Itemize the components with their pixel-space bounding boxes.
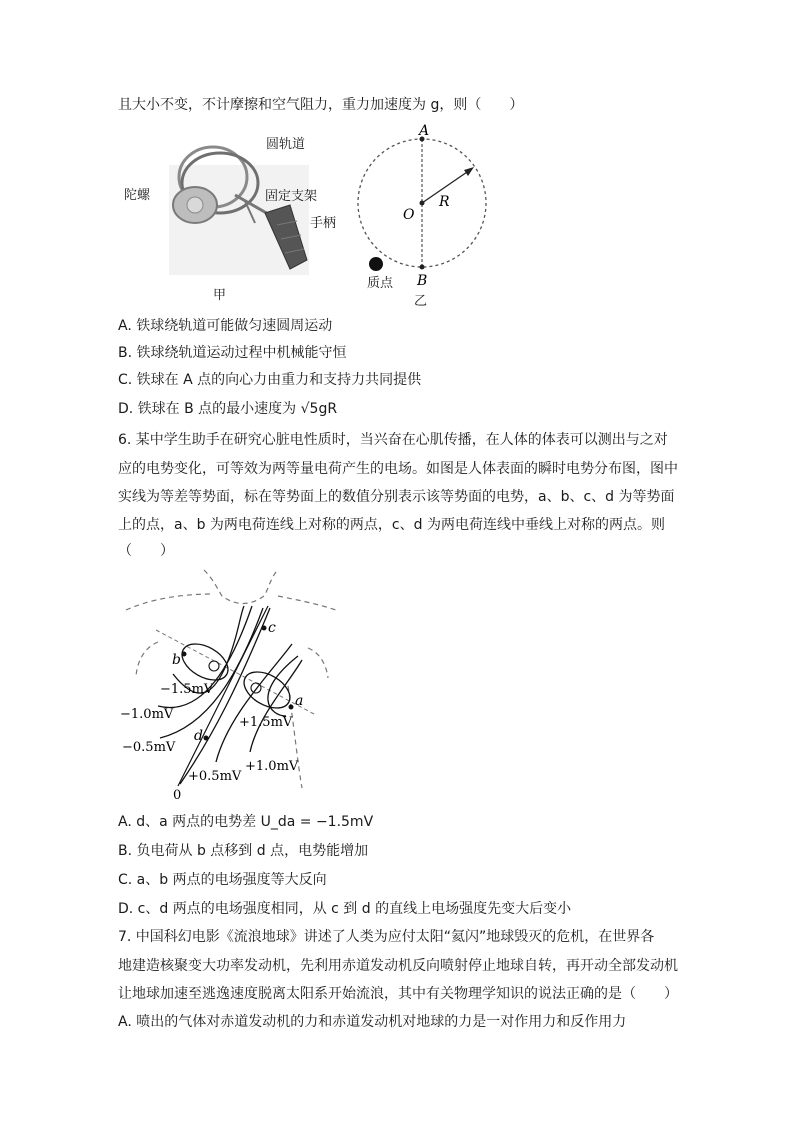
caption-yi: 乙 bbox=[414, 294, 428, 309]
q6-option-d: D. c、d 两点的电场强度相同，从 c 到 d 的直线上电场强度先变大后变小 bbox=[118, 901, 572, 917]
label-B: B bbox=[417, 273, 428, 289]
point-d-dot bbox=[204, 736, 209, 741]
circle-diagram bbox=[340, 118, 510, 313]
point-o-dot bbox=[420, 201, 425, 206]
pot-p05: +0.5mV bbox=[188, 769, 242, 784]
q5-option-d: D. 铁球在 B 点的最小速度为 √5gR bbox=[118, 401, 338, 417]
q7-stem-line-3: 让地球加速至逃逸速度脱离太阳系开始流浪，其中有关物理学知识的说法正确的是（ ） bbox=[118, 986, 678, 1002]
label-gyro: 陀螺 bbox=[124, 188, 151, 203]
label-d: d bbox=[194, 728, 203, 744]
q5-option-a: A. 铁球绕轨道可能做匀速圆周运动 bbox=[118, 318, 333, 334]
q5-stem-tail: 且大小不变，不计摩擦和空气阻力，重力加速度为 g，则（ ） bbox=[118, 97, 524, 113]
q5-option-c: C. 铁球在 A 点的向心力由重力和支持力共同提供 bbox=[118, 372, 422, 388]
equipotential-diagram bbox=[118, 566, 348, 802]
q6-option-a: A. d、a 两点的电势差 U_da = −1.5mV bbox=[118, 814, 374, 830]
pot-p10: +1.0mV bbox=[245, 759, 299, 774]
label-a: a bbox=[295, 693, 304, 709]
q6-stem-line-3: 实线为等差等势面，标在等势面上的数值分别表示该等势面的电势，a、b、c、d 为等势面 bbox=[118, 489, 675, 505]
q7-stem-line-1: 7. 中国科幻电影《流浪地球》讲述了人类为应付太阳“氦闪”地球毁灭的危机，在世界各 bbox=[118, 929, 655, 945]
q6-stem-line-1: 6. 某中学生助手在研究心脏电性质时，当兴奋在心肌传播，在人体的体表可以测出与之对 bbox=[118, 432, 668, 448]
label-mass: 质点 bbox=[367, 276, 394, 291]
caption-jia: 甲 bbox=[213, 288, 227, 303]
pot-0: 0 bbox=[173, 788, 182, 802]
q6-stem-line-2: 应的电势变化，可等效为两等量电荷产生的电场。如图是人体表面的瞬时电势分布图，图中 bbox=[118, 461, 678, 477]
label-b: b bbox=[172, 652, 181, 668]
label-O: O bbox=[403, 207, 415, 223]
point-a-dot bbox=[289, 705, 294, 710]
mass-point bbox=[369, 257, 383, 271]
point-b-dot bbox=[420, 265, 425, 270]
q6-stem-line-4: 上的点，a、b 为两电荷连线上对称的两点，c、d 为两电荷连线中垂线上对称的两点。则 bbox=[118, 517, 665, 533]
pot-p15: +1.5mV bbox=[239, 715, 293, 730]
q6-option-b: B. 负电荷从 b 点移到 d 点，电势能增加 bbox=[118, 843, 369, 859]
pot-m05: −0.5mV bbox=[122, 740, 176, 755]
label-A: A bbox=[419, 123, 430, 139]
label-R: R bbox=[439, 194, 450, 210]
point-c-dot bbox=[262, 626, 267, 631]
q6-stem-line-5: （ ） bbox=[118, 543, 174, 559]
label-bracket: 固定支架 bbox=[265, 189, 318, 204]
q5-option-b: B. 铁球绕轨道运动过程中机械能守恒 bbox=[118, 345, 347, 361]
pot-m15: −1.5mV bbox=[160, 682, 214, 697]
pot-m10: −1.0mV bbox=[120, 707, 174, 722]
gyro-track-photo bbox=[165, 135, 310, 277]
label-track: 圆轨道 bbox=[266, 137, 306, 152]
q7-stem-line-2: 地建造核聚变大功率发动机，先利用赤道发动机反向喷射停止地球自转，再开动全部发动机 bbox=[118, 958, 678, 974]
label-c: c bbox=[268, 620, 276, 636]
q6-option-c: C. a、b 两点的电场强度等大反向 bbox=[118, 872, 327, 888]
label-handle: 手柄 bbox=[310, 216, 337, 231]
q7-option-a: A. 喷出的气体对赤道发动机的力和赤道发动机对地球的力是一对作用力和反作用力 bbox=[118, 1014, 627, 1030]
point-b-dot bbox=[182, 652, 187, 657]
